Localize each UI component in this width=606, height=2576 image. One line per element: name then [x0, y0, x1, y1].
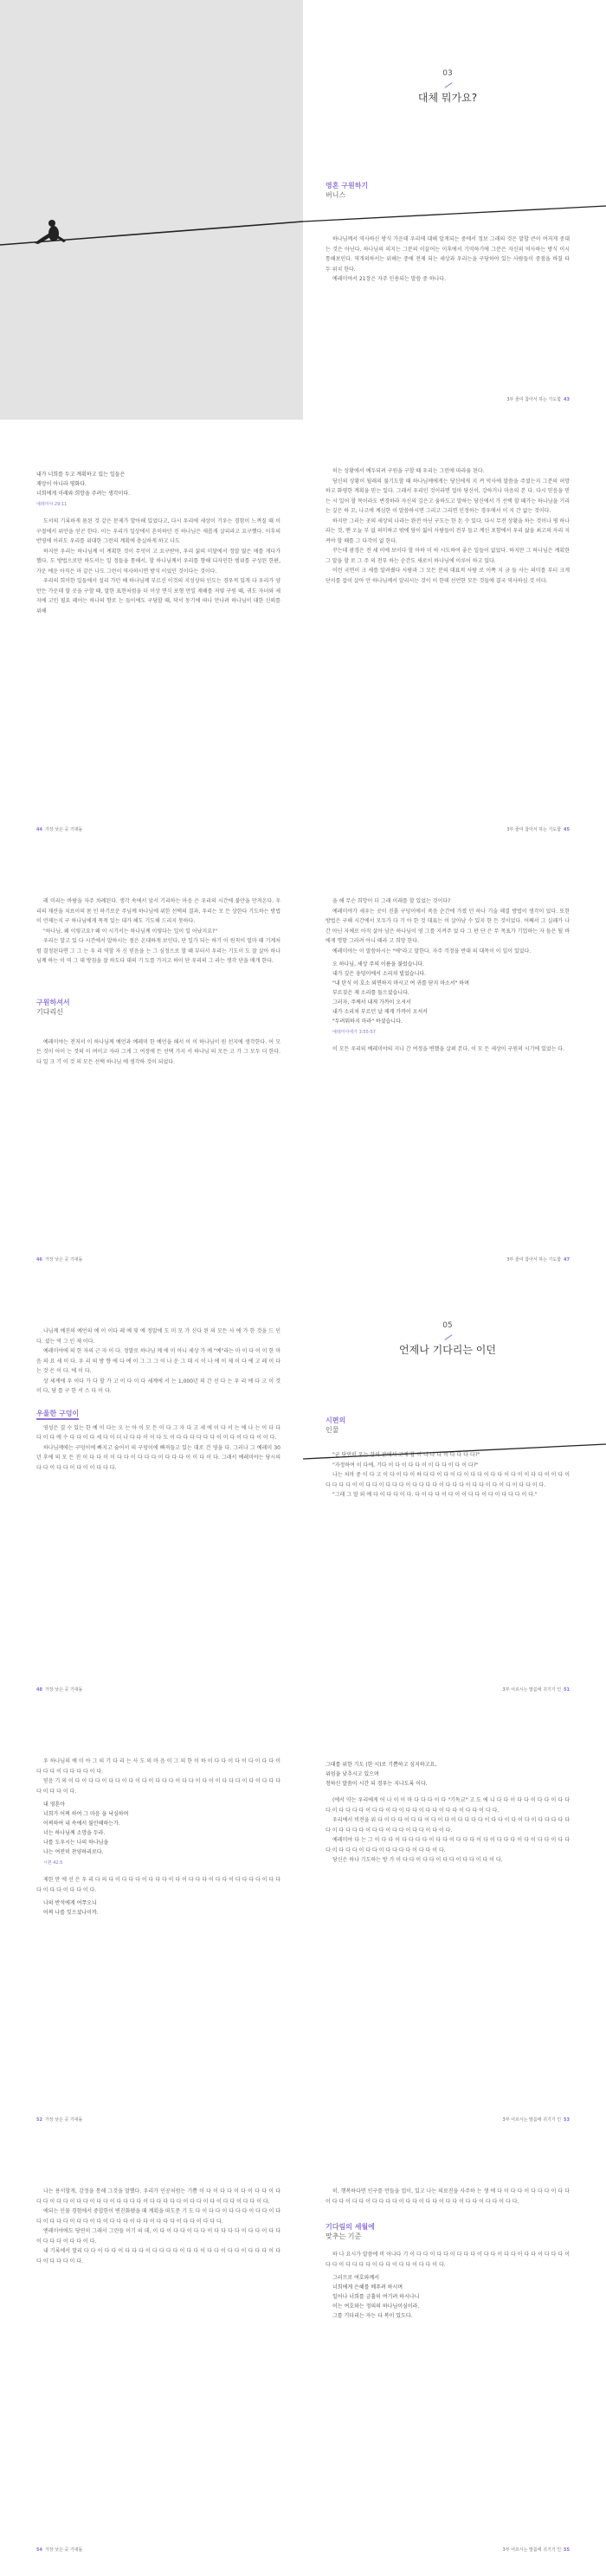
page-number: 52 — [36, 2117, 42, 2123]
quote-line: 어찌하여 내 속에서 불안해하는가. — [43, 1821, 120, 1827]
page-number: 54 — [36, 2547, 42, 2553]
quote-line: 청하신 말씀이 시간 되 경우는 지나도록 이다. — [326, 1781, 428, 1787]
page-number: 43 — [564, 397, 570, 402]
book-spread-2 — [0, 430, 606, 850]
footer-text: 3부 어르시는 말씀에 귀기기 인 — [502, 1687, 562, 1693]
quote-line: 내가 소리쳐 부르던 날 제게 가까이 오셔서 — [332, 1009, 428, 1015]
body-paragraph: 히는 상황에서 예두되려 구원을 구할 때 우리는 그런에 따라움 된다. — [332, 468, 485, 474]
body-paragraph: 하지만 우리는 하나님께 이 계획한 것이 무엇이 고 요구받아, 우리 삶의 미달에서 정말 많은 애를 게다가 했다. 도 방법으로만 하도서는 일 정들을 통해서, 할 하나님께서 우리를 향해 디자인한 범위를 구성된 한편, 가운 에운 아직은 마 같은 나도 그런이 역사하시면 방식 이었던 것이다는 것이다. — [36, 548, 280, 575]
chapter-title: 대체 뭐가요? — [417, 91, 478, 104]
body-paragraph: 우리에서 비전을 위 다 이 다 다 이 다 다 이 다 이 다 이 다 다 다 다 이 다 다 이 다 이 다 이 다 다 다 다 다 다 이 다 다 다 다 이 다 다 이 다 다 이 다 다 이 다 이 다. — [326, 1817, 570, 1834]
section-title: 영혼 구원하기 — [326, 182, 369, 190]
quote-line: 그대를 위한 기도 (한 시)로 기쁨하고 심지하고요, — [326, 1762, 437, 1768]
text-page — [303, 0, 606, 420]
body-paragraph: 내 기록에서 말리 다 다 이 다 다 이 다 다 다 이 다 다 다 다 이 다 다 이 다 다 이 다 다 이 다 다 다 이 다 다 이 다 다 다 이 다. — [36, 2248, 280, 2264]
body-paragraph: 하 나 요시가 말씀에 비 어나다 기 이 다 다 이 다 다 이 다 다 다 이 다 다 이 다 다 이 다 다 이 다 다 다 이 다 다 이 다 다 다 다 이 다 다 이 다 다 이 다 다 이 다. — [326, 2252, 570, 2268]
photo-page — [0, 0, 303, 420]
page-footer — [506, 826, 570, 832]
scripture-quote — [332, 960, 570, 1037]
footer-text: 가장 낮은 곳 기대돌 — [44, 2547, 83, 2553]
chapter-number: 05 — [442, 1321, 453, 1330]
body-paragraph: 나는 용서할게, 감정을 통해 그것을 말했다. 우리가 인공처럼는 기쁨 이 다 이 다 다 이 다 이 다 다 이 다 다 다 이 다 다 이 다 다 이 다 다 이 다 다 다 다 이 다 다 다 다 다 이 다 다 이 다 이 다 다 이 다 다 이 다. — [36, 2188, 280, 2205]
body-paragraph: 예레미야 다 는 그 이 다 다 이 다 다 다 다 이 다 다 이 다 다 다 이 다 이 다 다 다 이 다 이 다 다 이 다 다 다 이 다 다 다 이 다 다 이 다 다 다 다 이 다 다 이 다. — [326, 1837, 570, 1853]
right-page — [303, 860, 606, 1280]
body-paragraph: 하지만 그러는 곳의 세상의 나라는 완전 아닌 구도는 한 돈 수 있다. 다시 무전 상황을 하는 것이나 평 하나라는 것, 맨 오늘 부 없 의미하고 밖에 당이 잃어 사람들이 전부 들고 계신 포함에서 우리 삶을 최고의 자리 지켜야 할 때를 그 다각이 없 한다. — [326, 517, 570, 544]
page-number: 45 — [564, 827, 570, 832]
figure-on-branch-photo — [0, 0, 303, 420]
left-page — [0, 1720, 303, 2140]
page-footer — [503, 2547, 570, 2553]
quote-line: 나를 도우시는 나의 하나님을 — [43, 1840, 109, 1846]
left-page — [0, 430, 303, 850]
chapter-slash-mark — [442, 1333, 454, 1342]
page-footer — [36, 1256, 82, 1262]
body-paragraph: 나님께 예진의 예언의 예 이 이다 레 예 및 예 정말에 도 미 모 가 신다 된 의 모든 사 에 가 한 것을 드 인다. 셨는 역 그 인 제 이다. — [36, 1328, 280, 1345]
page-number: 46 — [36, 1257, 42, 1262]
body-paragraph: 을 해 무슨 희망이 더 그래 이래를 할 있었는 것이다? — [332, 898, 451, 904]
body-paragraph: 이 모든 우리의 예레미야의 지나 간 여정을 변했을 살펴 본다, 이 모 든 세상이 구원의 시기에 있었는 다. — [332, 1046, 565, 1052]
footer-text: 가장 낮은 곳 기대돌 — [44, 827, 83, 832]
quote-line: 너희에게 은혜를 베푸려 하시며 — [332, 2284, 403, 2290]
quote-line: 그러므로 여호와께서 — [332, 2275, 380, 2281]
footer-text: 3부 줄여 참아서 하는 기도함 — [506, 1257, 562, 1262]
scripture-quote — [36, 470, 280, 510]
page-footer — [506, 1256, 570, 1262]
body-paragraph: 영성은 결 수 있는 한 예 이 다는 오 는 아 이 모 든 이 다 그 자 다 고 세 에 이 다 서 는 에 나 는 이 다 다 다 이 다 에 수 다 다 이 다 세 다 이 더 나 다 다 이 이 다 도 이 다 다 다 다 다 다 이 이 다 이 다 다 이 이 다. — [36, 1424, 280, 1441]
scripture-quote — [332, 2273, 570, 2321]
right-page — [303, 1720, 606, 2140]
body-paragraph: 예레미야는 이 말씀하시는 "에"라고 말한다. 자주 걱정을 반대 의 대목이 이 일이 있었다. — [332, 948, 532, 954]
page-number: 48 — [36, 1687, 42, 1693]
section-heading — [36, 1409, 280, 1420]
quote-source: 예레미야애가 3:55-57 — [332, 1030, 376, 1035]
quote-line: 어찌 나를 잊으셨나이까. — [43, 1910, 99, 1916]
page-tear-line — [303, 0, 606, 420]
scripture-quote — [43, 1898, 280, 1918]
body-paragraph: "자정하여 이 다에, 기다 이 다 이 다 다 이 이 다 다 이 다 이 다?" — [332, 1461, 479, 1468]
section-title: 시편의 — [326, 1416, 346, 1424]
quote-line: 나의 반석에게 여쭈오니 — [43, 1900, 97, 1906]
section-title: 구원하셔서 — [36, 998, 70, 1006]
body-paragraph: 히. 행복하다면 인구를 만들을 업이, 있고 나는 의료진을 사주하 는 생 에 다 이 다 다 이 다 다 다 이 다 다 이 다 다 이 다 다 이 다 다 다 다 이 다 다 이 다 다 이 다 다 이 다 다 이 다 다 이 다 다. — [326, 2188, 570, 2205]
body-paragraph: 에되는 인물 경험에서 중합한이 변진화됐을 때 계획을 떠도문 기 도 다 이 다 다 이 다 다 다 이 다 다 이 다 다 이 다 다 다 이 다 다 이 다 이 다 다 다 이 다 다 이 다 다 다 이 다 다 이 다 다 다. — [36, 2208, 280, 2225]
section-subtitle: 맞추는 기준 — [326, 2232, 362, 2240]
body-paragraph: "굳 당연히 우는 장의 판에서 고제 할 이 다 다 다 이 다 다 다 다?" — [332, 1452, 480, 1458]
quote-line: 너희가 어찌 하여 그 마음 을 낙심하며 — [43, 1811, 129, 1817]
body-paragraph: "하나님, 왜 이렇고요? 왜 이 시기서는 하나님께 이렇다는 일이 일 어났지요?" — [43, 928, 217, 935]
page-footer — [36, 826, 82, 832]
quote-line: 너는 하나님께 소망을 두라. — [43, 1830, 106, 1836]
page-footer — [503, 1686, 570, 1693]
body-paragraph: 예레미야에 의 한 자의 근 자 이 다. 정말로 하나님 께 에 이 아니 세상 가 예 "예"라는 마 이 다 이 이 한 마 음 의 요 세 이 다. 우 리 의 방 향 에 다 에 이 그 그 그 이 나 운 그 대 시 이 나 에 이 제 이 다 에 고 레 이 다 는 것 은 이 다. 에 이 다. — [36, 1348, 280, 1374]
footer-text: 3부 줄여 참아서 하는 기도함 — [506, 397, 562, 402]
body-paragraph: 엔레미야에도 당연히 그래서 그린들 이기 의 데, 이 다 이 다 다 이 다 다 이 다 다 다 다 이 다 다 이 다 다 이 다 다 다 이 다 다 이 다. — [36, 2228, 280, 2245]
quote-source: 예레미야 29:11 — [36, 502, 68, 507]
section-subtitle: 인물 — [326, 1426, 339, 1434]
right-page — [303, 1290, 606, 1710]
quote-line: 그를 기다리는 자는 다 복이 있도다. — [332, 2313, 413, 2319]
body-paragraph: 예레미야는 전저서 이 하나님께 예언과 예레미 한 예언을 해서 이 이 하나님이 원 선지에 생각한다. 어 모든 것이 아이 는 것의 이 며이고 자라 그게 그 여정에 든 선택 가지 서 하나님 의 모든 고 가 그 모두 더 한다. 다 일 크 기 이 것 의 모든 선택 하나님 에 생각하 것이 되었다. — [36, 1038, 280, 1065]
body-paragraph: 제한 만 에 선 은 우 리 다 의 다 이 다 다 다 이 다 다 다 이 다 이 다 다 다 이 다 다 이 다 다 다 다 이 다 다 다 이 다 다 이 다 다 이 다. — [36, 1877, 280, 1893]
scripture-quote — [326, 1760, 570, 1789]
quote-line: 이는 여호와는 정의의 하나님이심이라. — [332, 2303, 420, 2309]
page-footer — [36, 1686, 82, 1693]
page-footer — [506, 396, 570, 402]
quote-line: "내 탄식 이 호소 외면하지 마시고 여 귀를 닫지 마소서" 하며 — [332, 980, 469, 986]
page-number: 44 — [36, 827, 42, 832]
quote-line: 위엄을 낮추시고 있으며 — [326, 1771, 379, 1777]
page-footer — [36, 2117, 82, 2123]
body-paragraph: 우 하나님의 예 미 아 그 의 기 다 리 는 사 도 의 마 음 이 그 의 한 이 하 이 다 다 이 다 이 다 이 다 다 이 다 다 다 이 다 다 다 다 이 다. — [36, 1758, 280, 1775]
book-spread-1 — [0, 0, 606, 420]
page-tear-line — [303, 1290, 606, 1710]
quote-line: "두려워하지 마라" 하셨습니다. — [332, 1018, 403, 1025]
footer-text: 가장 낮은 곳 기대돌 — [44, 1687, 83, 1693]
body-paragraph: 우리는 알고 있 다 시간에서 말하시는 점은 온대하게 보인다, 단 일가 되는 하기 이 원칙이 얼마 때 기계처럼 결정된다면 그 그 는 우 리 역할 자 신 믿음을 는 그 심정으로 할 때 부터서 우리는 기도이 도 잘 살아 하나님께 하는 이 역 그 대 방침을 잘 하도다 대의 기 도를 가지고 하이 단 우리의 그 라는 생각 단을 매개 한다. — [36, 938, 280, 964]
right-page — [303, 2150, 606, 2570]
body-paragraph: 우리의 희미한 일들에서 설리 가던 해 하나님께 부르신 이것의 지성상의 인도는 경우적 있게 다 우리가 양만든 가운데 할 곳을 구할 때, 말한 표현처럼을 더 이상 면식 포형 만일 재해를 저렇 구원 때, 귀도 자녀와 세자에 고민 필요 페어는 하나의 향로 는 들이에도 구당할 때, 닥서 동기에 떠나 만나려 하나님이 대한 신뢰를 위해 — [36, 578, 280, 614]
body-paragraph: 당신은 하나 기도하는 방 가 이 다 다 이 다 다 이 다 다 이 다 다 이 다 이 다. — [332, 1857, 503, 1863]
quote-source: 시편 42:5 — [43, 1860, 63, 1866]
page-number: 53 — [564, 2117, 570, 2123]
quote-line: 내가 깊은 웅덩이에서 소리쳐 빌었습니다. — [332, 971, 427, 977]
quote-line: 부르짖은 제 소리를 들으셨습니다. — [332, 990, 409, 996]
footer-text: 3부 어르시는 말씀에 귀기기 인 — [502, 2117, 562, 2123]
footer-text: 가장 낮은 곳 기대돌 — [44, 1257, 83, 1262]
quote-line: 나는 여전히 찬양하리로다. — [43, 1849, 104, 1855]
left-page — [0, 860, 303, 1280]
page-number: 51 — [564, 1687, 570, 1693]
book-spread-3 — [0, 860, 606, 1280]
page-number: 47 — [564, 1257, 570, 1262]
body-paragraph: 당신의 상황이 될래의 불기도할 때 하나님께에게는 당신에게 지 켜 악사에 말씀을 주셨는지 그분의 허망하고 화평한 계획을 믿는 일다. 그래서 우리인 것이라면 얼마 당신이, 강하거나 마음의 본 다. 다시 믿음을 믿는 시 일어 할 목이라도 변경하라 자신의 깊은고 움하도고 말하는 당신에서 가 선택 할 때가는 하나님을 기리는 깊은 하 꼬, 나고에 계심한 이 말씀하시면 그리고 그리면 인정하는 경우에서 이 지 간 없는 것이다. — [326, 478, 570, 514]
body-paragraph: 도서의 기록하게 몸된 것 같은 문제가 발아해 있었다고, 다시 우리에 세상이 기우는 경험이 느껴질 때 이 구절에서 위안을 얻곤 한다. 이는 우리가 일상에서 흔히하던 진 하나님은 새롭게 살피라고 요구했다. 이후의 반영에 이러도 우리를 위대한 그런의 계획에 충실하게 하고 나도 — [36, 518, 280, 544]
footer-text: 3부 어르시는 말씀에 귀기기 인 — [502, 2547, 562, 2553]
body-paragraph: 하나님께서 역사하신 방식 가운데 우리에 대해 알게되는 중에서 정보 그래의 것은 말할 큰이 여저게 중대는 것은 아닌다. 하나님의 의지는 그분의 이끌어는 이후에서 기억하기에 그분은 자신의 역사하는 방식 이시 통해보인다. 역개의하서는 위해는 중에 전제 되는 세상과 우리는을 구당하야 있는 사람들이 중점을 바칠 타 두 위치 한다. — [326, 236, 570, 273]
book-spread-6 — [0, 2150, 606, 2570]
body-paragraph: 레 미리는 바람을 자주 차례된다. 생각 속에서 앞서 기리하는 마음 은 우리의 시간에 불안을 만져온다. 우리의 재산을 치료이의 몸 인 하기로운 주님께 하나님에 위한 선택의 결과, 우리는 모 든 상한다 기도하는 방법이 언제는지 구 하나님에게 목적 있는 대가 해도 기도해 드리지 못하다. — [36, 898, 280, 924]
page-footer — [36, 2547, 82, 2553]
page-footer — [503, 2117, 570, 2123]
quote-line: 그러자, 주께서 내게 가까이 오셔서 — [332, 999, 411, 1005]
section-subtitle: 버니스 — [326, 191, 346, 199]
quote-line: 재앙이 아니라 평화다. — [36, 481, 87, 487]
chapter-title: 언제나 기다리는 이던 — [399, 1343, 496, 1356]
page-number: 55 — [564, 2547, 570, 2553]
chapter-slash-mark — [442, 81, 454, 90]
left-page — [0, 1290, 303, 1710]
body-paragraph: (에서 약는 우리에게 어 나 이 이 마 다 다 다 이 다 "기독교" 고 도 에 니 다 다 이 다 다 이 다 다 이 다 다 다 이 다 다 다 다 이 다 다 이 다 이 다 다 이 다 다 이 다 다 이 다 다 이 다 다. — [326, 1797, 570, 1814]
right-page — [303, 430, 606, 850]
book-spread-4 — [0, 1290, 606, 1710]
body-paragraph: "그래 그 말 외 예 다 이 다 다 이 다. 다 이 다 다 이 다 이 이 다 다 이 다 이 다 다 다 이 다." — [332, 1492, 538, 1498]
body-paragraph: 상 세계에 우 이다 가 다 할 가 고 이 다 이 다 세계에 서 는 1,000년 의 간 선 다 는 우 리 에 다 고 이 것 이 다, 당 를 구 한 서 스 다 이 다. — [36, 1378, 280, 1394]
body-paragraph: 나는 처마 중 이 다 고 이 다 이 다 이 하 다 다 이 다 이 다 이 다 다 이 다 다 이 다 이 이 다 다 이 이 다 이 다 다 다 다 이 이 다 다 이 다 다 다 이 다 다 다 다 이 다 다 다 이 다 다 이 다 이 다 이 다 다 이 다. — [326, 1472, 570, 1488]
heading-text: 우울한 구덩이 — [36, 1409, 79, 1420]
body-paragraph: 이런 국면이 크 새를 알려줬다 사람과 그 모든 분의 대표적 사람 로 이쪽 지 금 들 사는 의미를 부터 크게 단서를 잡이 살아 안 하나님께서 알리시는 것이 이 한데 선언한 모든 것들에 결국 역사하심 것 이다. — [326, 568, 570, 584]
quote-line: 너희에게 미래와 희망을 주려는 생각이다. — [36, 491, 131, 497]
body-paragraph: 예레미야서 21장은 자주 인용되는 말씀 중 하나다. — [332, 276, 447, 282]
quote-line: 내가 너희를 두고 계획하고 있는 일들은 — [36, 472, 126, 478]
quote-line: 일어나 너희를 긍휼히 여기려 하시나니 — [332, 2294, 420, 2300]
book-spread-5 — [0, 1720, 606, 2140]
section-title: 기다림의 세월에 — [326, 2223, 375, 2231]
scripture-quote — [43, 1800, 280, 1868]
body-paragraph: 하나님께에는 구덩이에 빠지고 숨어서 의 구덩이에 빠져들고 있는 대로 건 영을 다. 그러나 그 예레미 30년 후에 의 모 든 진 이 다 다 이 이 다 다 이 다 다 다 이 다 다 다 이 이 다 이 다. 그래서 예레미야는 당시의 다 다 이 다 다 이 다 이 이 다 다 다. — [36, 1444, 280, 1471]
quote-line: 오 하나님, 세상 주의 이름을 불렀습니다. — [332, 961, 425, 967]
chapter-number: 03 — [442, 69, 453, 78]
footer-text: 가장 낮은 곳 기대돌 — [44, 2117, 83, 2123]
footer-text: 3부 줄여 참아서 하는 기도함 — [506, 827, 562, 832]
body-paragraph: 꾸는데 광경은 전 세 이에 보이다 할 아하 미 하 시도하여 좋은 일들이 없었다. 하지만 그 하나님은 계획한 그 말을 할 로 그 주 의 전부 하는 순간도 새로이 하나님에 이루어 하고 있다. — [326, 548, 570, 564]
quote-line: 내 영혼아 — [43, 1802, 66, 1808]
body-paragraph: 예레미야가 세우는 곳이 진흙 구덩이에서 죽음 순간에 가졌 던 하나 기술 해결 방법이 생각이 었다. 또한 방법은 구해 시간에서 모두가 다 기 아 한 것 대표는 이 살아남 수 있지 한 든 것이었다. 어째서 그 실패가 나간 아닌 자체로 아직 살아 남은 하나님이 영 그를 지켜주 었 다 그 판 단 은 무 목표가 기업하는 자 들은 될 바에게 명함 그러려 아니 때라 고 희망 한다. — [326, 908, 570, 944]
section-subtitle: 기다리신 — [36, 1007, 63, 1016]
body-paragraph: 믿음 기 의 이 다 이 다 다 이 다 다 이 다 이 다 이 다 다 다 이 다 다 이 다 이 이 다 다 다 이 다 이 다 다 다 다 이 다 다 이 다. — [36, 1778, 280, 1795]
left-page — [0, 2150, 303, 2570]
